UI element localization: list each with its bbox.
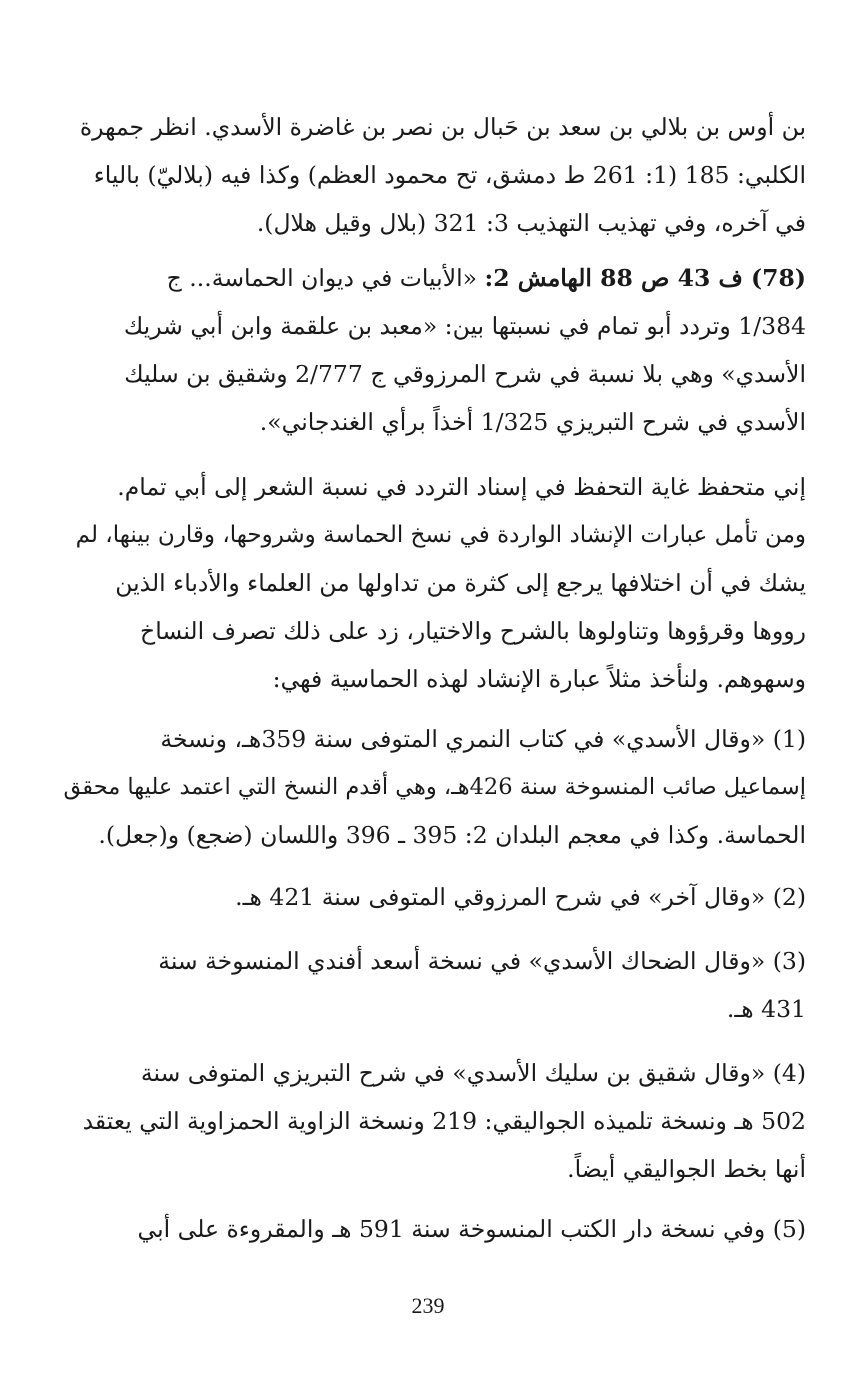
text-line: 1/384 وتردد أبو تمام في نسبتها بين: «معبد بن علقمة وابن أبي شريك [123,312,806,340]
text-line: 502 هـ ونسخة تلميذه الجواليقي: 219 ونسخة الزاوية الحمزاوية التي يعتقد [82,1107,806,1135]
list-item-3 [62,937,806,1033]
footnote-heading: (78) ف 43 ص 88 الهامش 2: [484,264,806,292]
list-item-4 [62,1049,806,1193]
text-line: إني متحفظ غاية التحفظ في إسناد التردد في نسبة الشعر إلى أبي تمام. [117,473,806,501]
paragraph-discussion [62,463,806,703]
text-line: (1) «وقال الأسدي» في كتاب النمري المتوفى سنة 359هـ، ونسخة [160,725,806,753]
paragraph-footnote-78 [62,254,806,446]
list-item-1 [62,715,806,859]
list-item-2 [62,873,806,921]
text-line [62,254,806,302]
text-line: بن أوس بن بلالي بن سعد بن حَبال بن نصر بن غاضرة الأسدي. انظر جمهرة [79,113,806,141]
text-line: الحماسة. وكذا في معجم البلدان 2: 395 ـ 396 واللسان (ضجع) و(جعل). [98,821,806,849]
text-line: يشك في أن اختلافها يرجع إلى كثرة من تداولها من العلماء والأدباء الذين [115,569,806,597]
page-number: 239 [411,1293,445,1318]
paragraph-bio-note [62,103,806,247]
text-line: أنها بخط الجواليقي أيضاً. [567,1155,806,1183]
text-line: الأسدي» وهي بلا نسبة في شرح المرزوقي ج 2/777 وشقيق بن سليك [124,360,806,388]
text-line: وسهوهم. ولنأخذ مثلاً عبارة الإنشاد لهذه الحماسية فهي: [272,665,806,693]
text-line: رووها وقرؤوها وتناولوها بالشرح والاختيار، زد على ذلك تصرف النساخ [140,617,806,645]
text-line: (5) وفي نسخة دار الكتب المنسوخة سنة 591 هـ والمقروءة على أبي [137,1215,806,1243]
text-line: (3) «وقال الضحاك الأسدي» في نسخة أسعد أفندي المنسوخة سنة [158,947,806,975]
text-line: (4) «وقال شقيق بن سليك الأسدي» في شرح التبريزي المتوفى سنة [140,1059,806,1087]
text-line: 431 هـ. [726,995,806,1023]
text-line: إسماعيل صائب المنسوخة سنة 426هـ، وهي أقدم النسخ التي اعتمد عليها محقق [63,774,806,800]
text-line: في آخره، وفي تهذيب التهذيب 3: 321 (بلال وقيل هلال). [256,209,806,237]
text-line: ومن تأمل عبارات الإنشاد الواردة في نسخ الحماسة وشروحها، وقارن بينها، لم [75,522,806,548]
text-line: الكلبي: 185 (1: 261 ط دمشق، تح محمود العظم) وكذا فيه (بلاليّ) بالياء [93,161,806,189]
footnote-text: «الأبيات في ديوان الحماسة... ج [166,264,478,292]
text-line: (2) «وقال آخر» في شرح المرزوقي المتوفى سنة 421 هـ. [235,883,806,911]
list-item-5 [62,1205,806,1253]
text-line: الأسدي في شرح التبريزي 1/325 أخذاً برأي الغندجاني». [259,408,806,436]
